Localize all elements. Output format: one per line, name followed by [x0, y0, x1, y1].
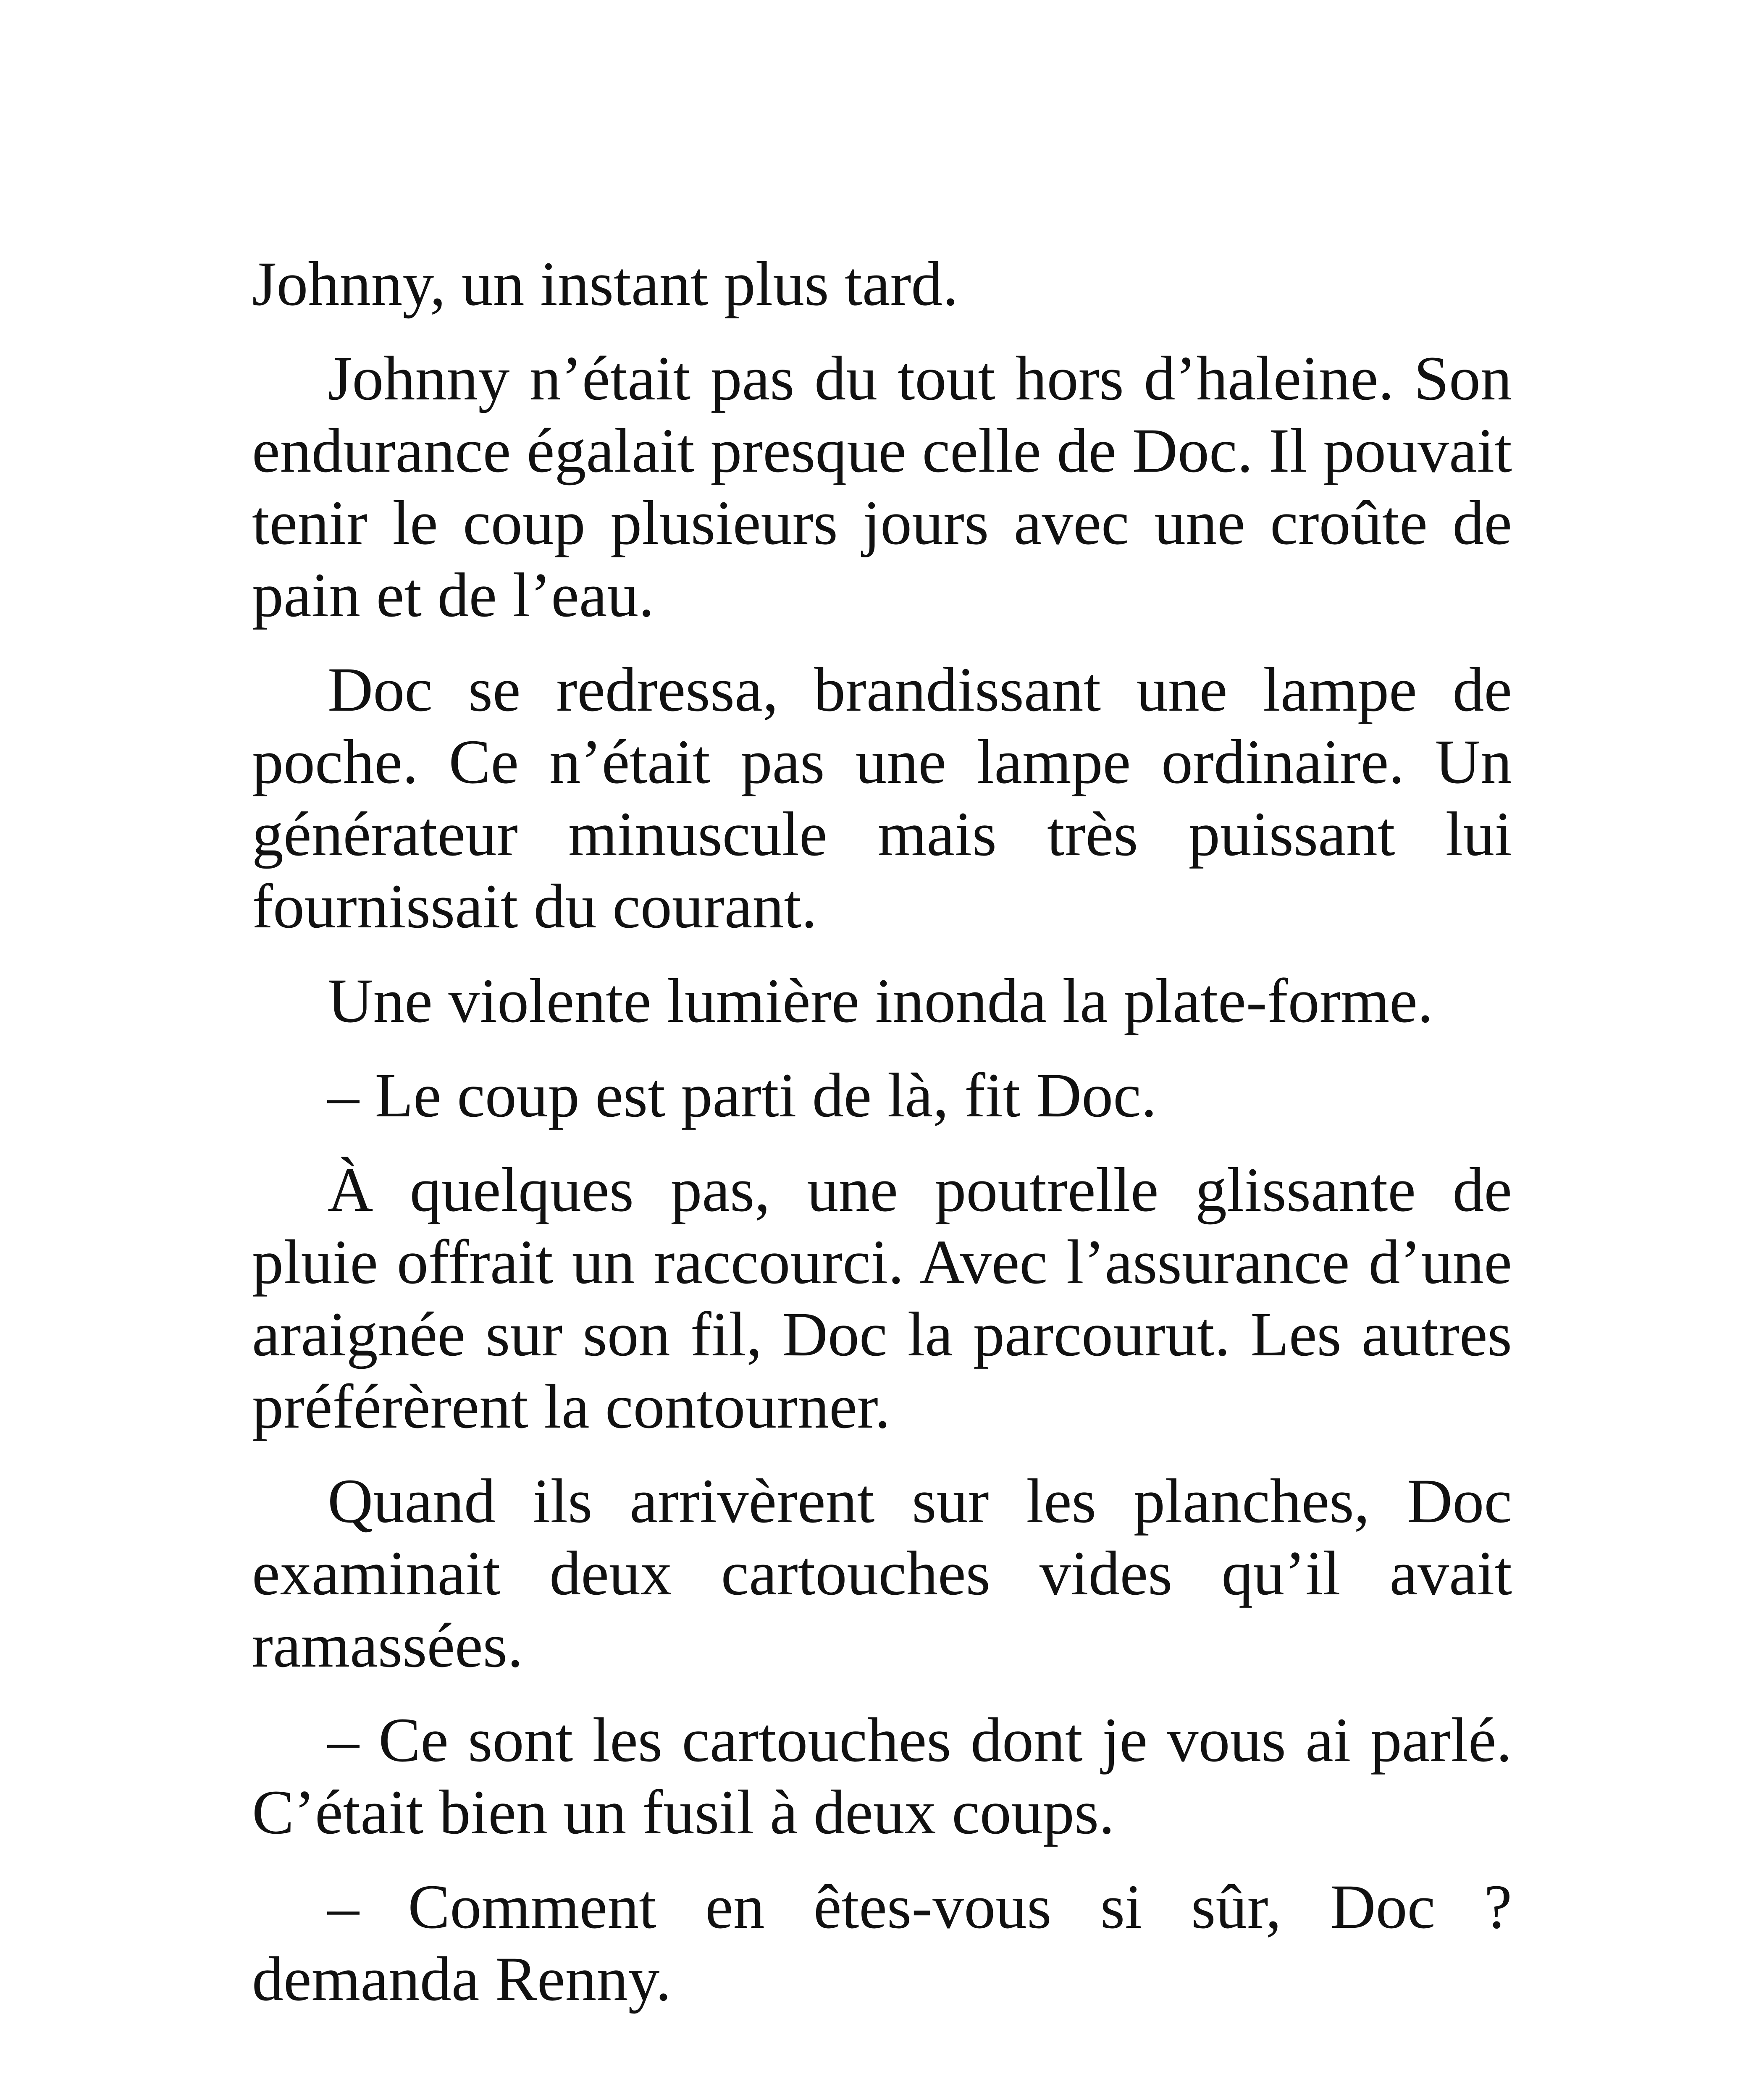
paragraph-6: À quelques pas, une poutrelle glissante de pluie offrait un raccourci. Avec l’assurance d’une araignée sur son fil, Doc la parcourut. Les autres préférèrent la contourner. — [252, 1155, 1512, 1441]
paragraph-8: – Ce sont les cartouches dont je vous ai parlé. C’était bien un fusil à deux coups. — [252, 1705, 1512, 1847]
paragraph-9: – Comment en êtes-vous si sûr, Doc ? demanda Renny. — [252, 1872, 1512, 2014]
paragraph-2: Johnny n’était pas du tout hors d’haleine. Son endurance égalait presque celle de Doc. Il pouvait tenir le coup plusieurs jours avec une croûte de pain et de l’eau. — [252, 344, 1512, 630]
paragraph-5: – Le coup est parti de là, fit Doc. — [328, 1060, 1157, 1130]
paragraph-3: Doc se redressa, brandissant une lampe de poche. Ce n’était pas une lampe ordinaire. Un générateur minuscule mais très puissant lui fournissait du courant. — [252, 655, 1512, 941]
body-text — [252, 248, 1512, 2037]
paragraph-1: Johnny, un instant plus tard. — [252, 249, 958, 319]
paragraph-7: Quand ils arrivèrent sur les planches, Doc examinait deux cartouches vides qu’il avait ramassées. — [252, 1466, 1512, 1680]
paragraph-4: Une violente lumière inonda la plate-forme. — [328, 966, 1433, 1036]
